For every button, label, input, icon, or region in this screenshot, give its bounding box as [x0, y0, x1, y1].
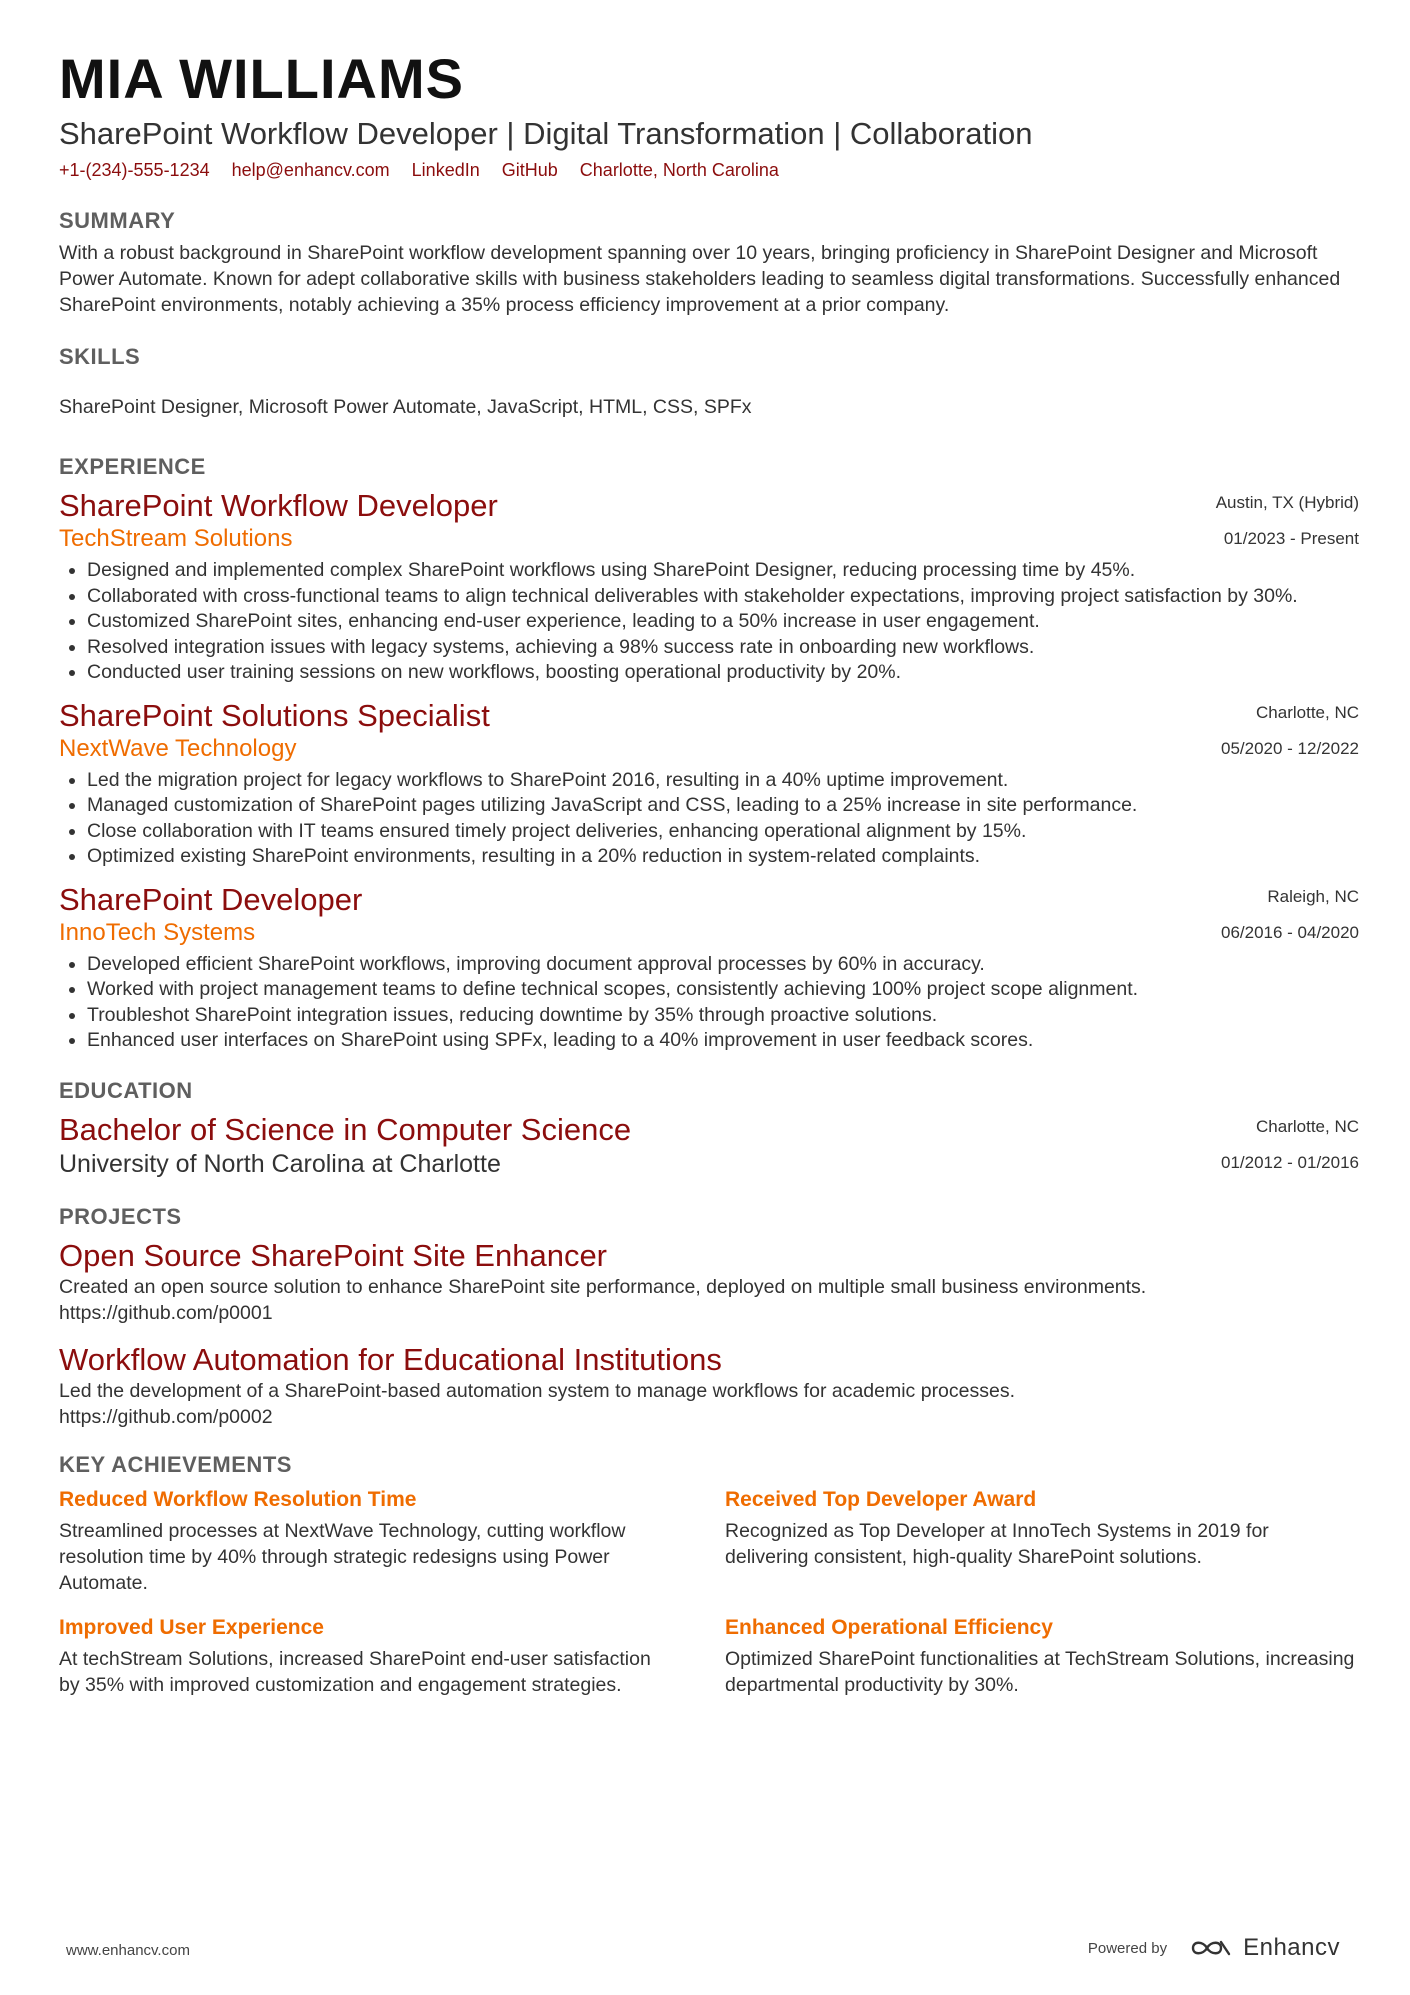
job-meta	[1221, 886, 1359, 944]
project-entry	[59, 1238, 1359, 1326]
achievement-title: Enhanced Operational Efficiency	[725, 1615, 1053, 1639]
school-name: University of North Carolina at Charlotte	[59, 1149, 501, 1178]
achievement-title: Reduced Workflow Resolution Time	[59, 1487, 417, 1511]
education-meta	[1221, 1116, 1359, 1174]
achievement-item	[725, 1486, 1355, 1596]
degree-title: Bachelor of Science in Computer Science	[59, 1111, 632, 1147]
job-bullets	[59, 558, 1359, 686]
project-entry	[59, 1342, 1359, 1430]
location-text: Charlotte, North Carolina	[579, 160, 779, 180]
project-title: Open Source SharePoint Site Enhancer	[59, 1237, 608, 1273]
job-bullet: • Customized SharePoint sites, enhancing end-user experience, leading to a 50% increase in user engagement.	[87, 609, 1359, 635]
skills-section	[59, 342, 1359, 420]
enhancv-logo-icon	[1189, 1936, 1233, 1960]
project-link[interactable]: https://github.com/p0001	[59, 1301, 273, 1324]
powered-by-label: Powered by	[1087, 1939, 1168, 1957]
job-bullet: • Managed customization of SharePoint pages utilizing JavaScript and CSS, leading to a 25% increase in site performance.	[87, 793, 1359, 819]
candidate-name: MIA WILLIAMS	[59, 47, 464, 110]
enhancv-logo[interactable]	[1189, 1934, 1340, 1962]
enhancv-brand-text: Enhancv	[1243, 1934, 1340, 1961]
email-link[interactable]: help@enhancv.com	[231, 160, 390, 180]
achievement-text: At techStream Solutions, increased SharePoint end-user satisfaction by 35% with improved customization and engagement strategies.	[59, 1647, 651, 1696]
job-dates: 01/2023 - Present	[1223, 529, 1359, 548]
achievement-item	[59, 1614, 725, 1698]
job-bullet: • Led the migration project for legacy workflows to SharePoint 2016, resulting in a 40% uptime improvement.	[87, 768, 1359, 794]
achievements-grid	[59, 1486, 1359, 1698]
job-bullet: • Resolved integration issues with legacy systems, achieving a 98% success rate in onboarding new workflows.	[87, 635, 1359, 661]
achievements-section	[59, 1450, 1359, 1698]
job-bullet: • Enhanced user interfaces on SharePoint using SPFx, leading to a 40% improvement in user feedback scores.	[87, 1028, 1359, 1054]
resume-page	[59, 46, 1359, 1698]
job-entry	[59, 698, 1359, 870]
education-heading: EDUCATION	[59, 1077, 193, 1103]
summary-section	[59, 206, 1359, 318]
projects-heading: PROJECTS	[59, 1203, 182, 1229]
job-title: SharePoint Solutions Specialist	[59, 697, 490, 733]
job-meta	[1221, 702, 1359, 760]
job-bullet: • Optimized existing SharePoint environments, resulting in a 20% reduction in system-related complaints.	[87, 844, 1359, 870]
job-title: SharePoint Developer	[59, 881, 363, 917]
experience-section	[59, 452, 1359, 1054]
experience-heading: EXPERIENCE	[59, 454, 206, 479]
phone-link[interactable]: +1-(234)-555-1234	[59, 160, 210, 180]
job-title: SharePoint Workflow Developer	[59, 488, 498, 523]
job-bullets	[59, 768, 1359, 870]
skills-text: SharePoint Designer, Microsoft Power Automate, JavaScript, HTML, CSS, SPFx	[59, 396, 752, 418]
job-company: InnoTech Systems	[59, 918, 256, 946]
project-description: Led the development of a SharePoint-based automation system to manage workflows for academic processes.	[59, 1379, 1016, 1402]
footer-website[interactable]: www.enhancv.com	[66, 1942, 190, 1959]
footer-branding	[1088, 1934, 1340, 1962]
education-location: Charlotte, NC	[1256, 1116, 1359, 1136]
achievement-title: Improved User Experience	[59, 1615, 324, 1639]
project-description: Created an open source solution to enhance SharePoint site performance, deployed on multiple small business environments.	[59, 1275, 1147, 1298]
education-dates: 01/2012 - 01/2016	[1220, 1152, 1359, 1172]
job-bullet: • Conducted user training sessions on new workflows, boosting operational productivity by 20%.	[87, 660, 1359, 686]
job-company: NextWave Technology	[59, 734, 297, 762]
job-bullet: • Collaborated with cross-functional teams to align technical deliverables with stakeholder expectations, improving project satisfaction by 30%.	[87, 584, 1359, 610]
summary-heading: SUMMARY	[59, 208, 176, 233]
job-location: Raleigh, NC	[1267, 886, 1359, 906]
github-link[interactable]: GitHub	[501, 160, 558, 180]
job-dates: 06/2016 - 04/2020	[1220, 922, 1359, 942]
job-meta	[1216, 492, 1359, 550]
achievements-heading: KEY ACHIEVEMENTS	[59, 1451, 292, 1477]
job-dates: 05/2020 - 12/2022	[1220, 738, 1359, 758]
headline: SharePoint Workflow Developer | Digital Transformation | Collaboration	[59, 116, 1033, 151]
achievement-item	[59, 1486, 725, 1596]
job-bullet: • Worked with project management teams to define technical scopes, consistently achieving 100% project scope alignment.	[87, 977, 1359, 1003]
projects-section	[59, 1202, 1359, 1430]
achievement-text: Optimized SharePoint functionalities at TechStream Solutions, increasing departmental productivity by 30%.	[725, 1647, 1355, 1696]
project-title: Workflow Automation for Educational Institutions	[59, 1341, 722, 1377]
job-location: Austin, TX (Hybrid)	[1215, 493, 1359, 512]
achievement-title: Received Top Developer Award	[725, 1487, 1037, 1511]
job-location: Charlotte, NC	[1256, 702, 1359, 722]
skills-heading: SKILLS	[59, 344, 141, 369]
job-bullets	[59, 952, 1359, 1054]
job-company: TechStream Solutions	[59, 525, 293, 552]
project-link[interactable]: https://github.com/p0002	[59, 1405, 273, 1428]
summary-text: With a robust background in SharePoint workflow development spanning over 10 years, bringing proficiency in SharePoint Designer and Microsoft Power Automate. Known for adept collaborative skills with business stakeholders leading to seamless digital transformations. Successfully enhanced SharePoint environments, notably achieving a 35% process efficiency improvement at a prior company.	[59, 242, 1341, 316]
job-bullet: • Close collaboration with IT teams ensured timely project deliveries, enhancing operational alignment by 15%.	[87, 819, 1359, 845]
job-bullet: • Troubleshot SharePoint integration issues, reducing downtime by 35% through proactive solutions.	[87, 1003, 1359, 1029]
job-entry	[59, 488, 1359, 686]
job-bullet: • Designed and implemented complex SharePoint workflows using SharePoint Designer, reducing processing time by 45%.	[87, 558, 1359, 584]
job-bullet: • Developed efficient SharePoint workflows, improving document approval processes by 60% in accuracy.	[87, 952, 1359, 978]
job-entry	[59, 882, 1359, 1054]
achievement-item	[725, 1614, 1355, 1698]
linkedin-link[interactable]: LinkedIn	[411, 160, 480, 180]
achievement-text: Streamlined processes at NextWave Technology, cutting workflow resolution time by 40% through strategic redesigns using Power Automate.	[59, 1519, 626, 1594]
education-entry	[59, 1112, 1359, 1180]
achievement-text: Recognized as Top Developer at InnoTech Systems in 2019 for delivering consistent, high-quality SharePoint solutions.	[725, 1519, 1269, 1568]
contact-row	[59, 158, 1359, 182]
education-section	[59, 1076, 1359, 1180]
